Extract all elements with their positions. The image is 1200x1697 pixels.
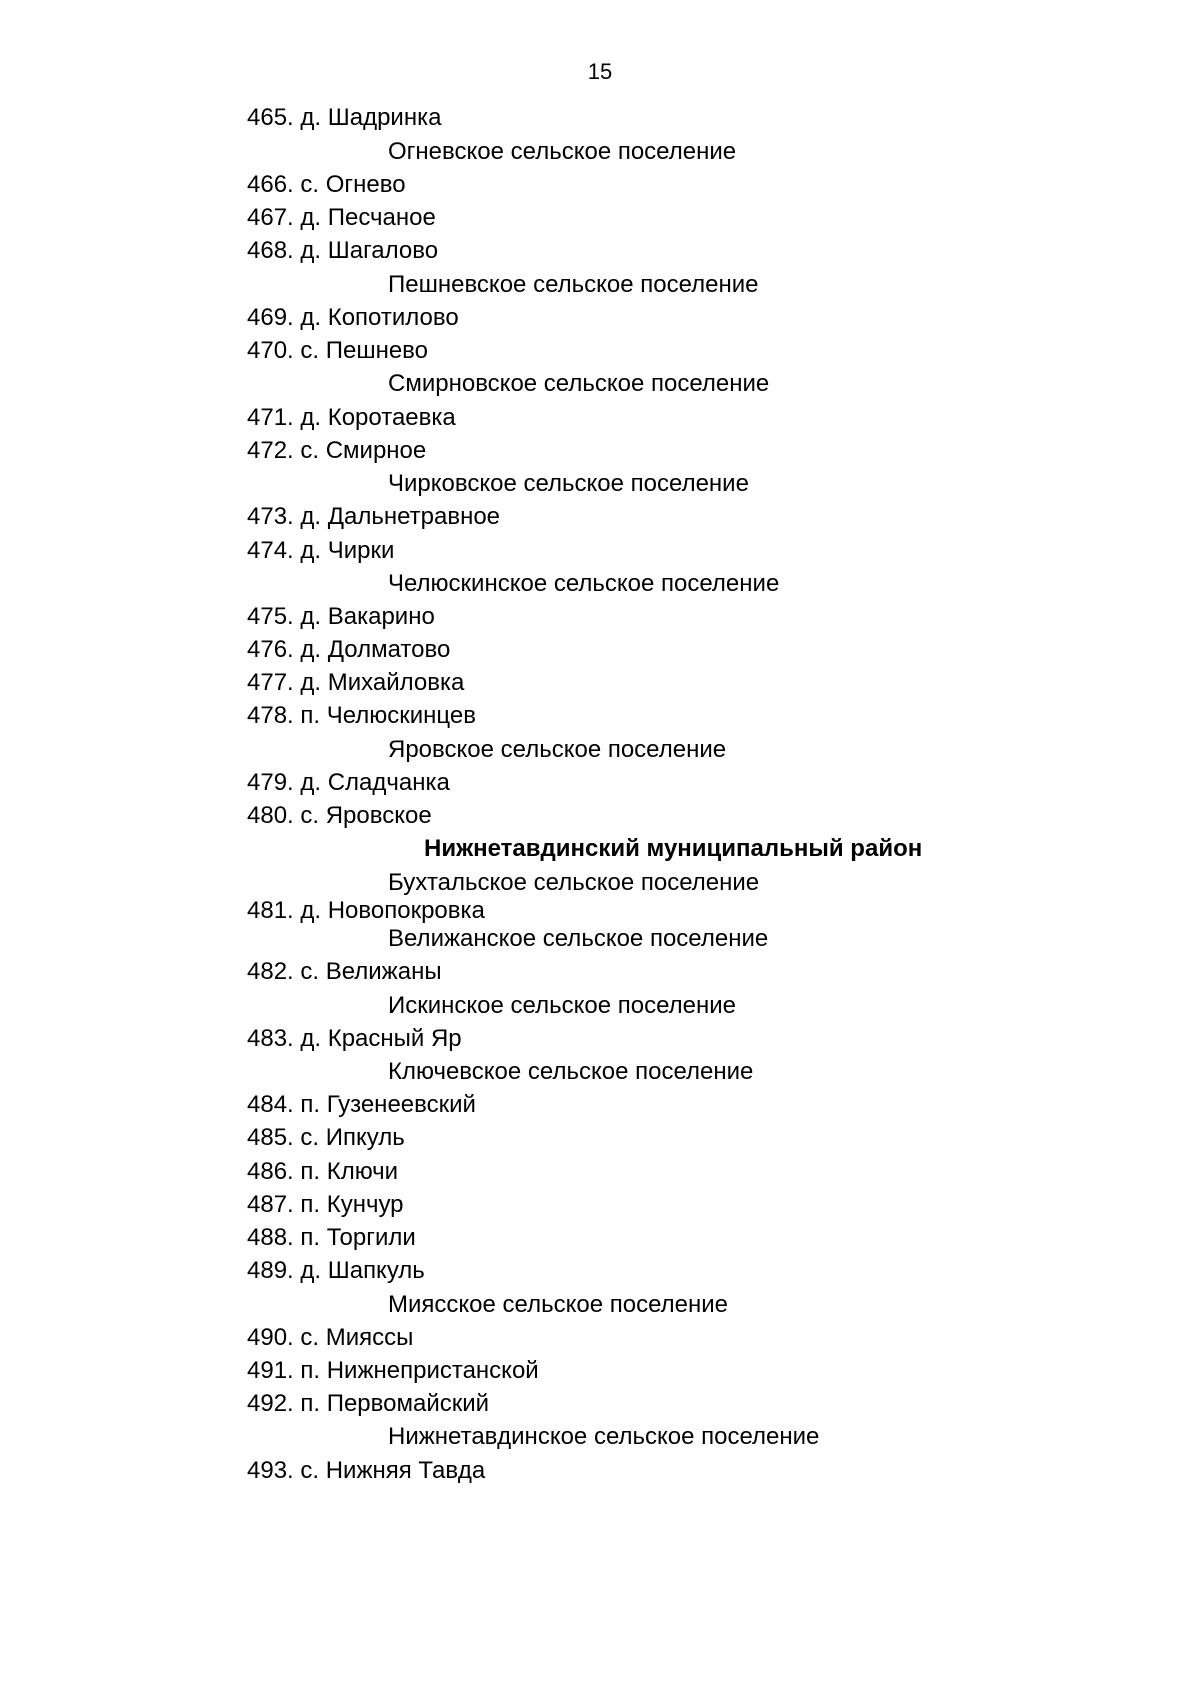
settlement-heading: Челюскинское сельское поселение [388, 570, 780, 597]
locality-entry: 493. с. Нижняя Тавда [247, 1457, 486, 1484]
settlement-heading: Огневское сельское поселение [388, 138, 737, 165]
locality-entry: 479. д. Сладчанка [247, 769, 450, 796]
settlement-heading: Ключевское сельское поселение [388, 1058, 754, 1085]
settlement-heading: Велижанское сельское поселение [388, 925, 769, 952]
settlement-heading: Искинское сельское поселение [388, 992, 736, 1019]
district-heading: Нижнетавдинский муниципальный район [424, 835, 923, 862]
settlement-heading: Миясское сельское поселение [388, 1291, 728, 1318]
locality-entry: 486. п. Ключи [247, 1158, 399, 1185]
locality-entry: 489. д. Шапкуль [247, 1257, 425, 1284]
locality-entry: 471. д. Коротаевка [247, 404, 456, 431]
locality-entry: 465. д. Шадринка [247, 104, 442, 131]
locality-entry: 467. д. Песчаное [247, 204, 436, 231]
locality-entry: 473. д. Дальнетравное [247, 503, 501, 530]
locality-entry: 466. с. Огнево [247, 171, 406, 198]
settlement-heading: Бухтальское сельское поселение [388, 869, 760, 896]
page-number: 15 [587, 59, 613, 84]
locality-entry: 487. п. Кунчур [247, 1191, 404, 1218]
locality-entry: 470. с. Пешнево [247, 337, 428, 364]
locality-entry: 469. д. Копотилово [247, 304, 459, 331]
locality-entry: 491. п. Нижнепристанской [247, 1357, 539, 1384]
locality-entry: 477. д. Михайловка [247, 669, 465, 696]
settlement-heading: Пешневское сельское поселение [388, 271, 759, 298]
settlement-heading: Нижнетавдинское сельское поселение [388, 1423, 820, 1450]
settlement-heading: Яровское сельское поселение [388, 736, 727, 763]
locality-entry: 474. д. Чирки [247, 537, 395, 564]
locality-entry: 484. п. Гузенеевский [247, 1091, 476, 1118]
settlement-heading: Смирновское сельское поселение [388, 370, 770, 397]
locality-entry: 492. п. Первомайский [247, 1390, 490, 1417]
locality-entry: 476. д. Долматово [247, 636, 451, 663]
locality-entry: 475. д. Вакарино [247, 603, 435, 630]
locality-entry: 490. с. Мияссы [247, 1324, 414, 1351]
locality-entry: 472. с. Смирное [247, 437, 427, 464]
locality-entry: 483. д. Красный Яр [247, 1025, 462, 1052]
locality-entry: 468. д. Шагалово [247, 237, 439, 264]
locality-entry: 481. д. Новопокровка [247, 897, 485, 924]
settlement-heading: Чирковское сельское поселение [388, 470, 749, 497]
locality-entry: 478. п. Челюскинцев [247, 702, 476, 729]
locality-entry: 485. с. Ипкуль [247, 1124, 405, 1151]
locality-entry: 482. с. Велижаны [247, 958, 442, 985]
locality-entry: 488. п. Торгили [247, 1224, 416, 1251]
locality-entry: 480. с. Яровское [247, 802, 432, 829]
